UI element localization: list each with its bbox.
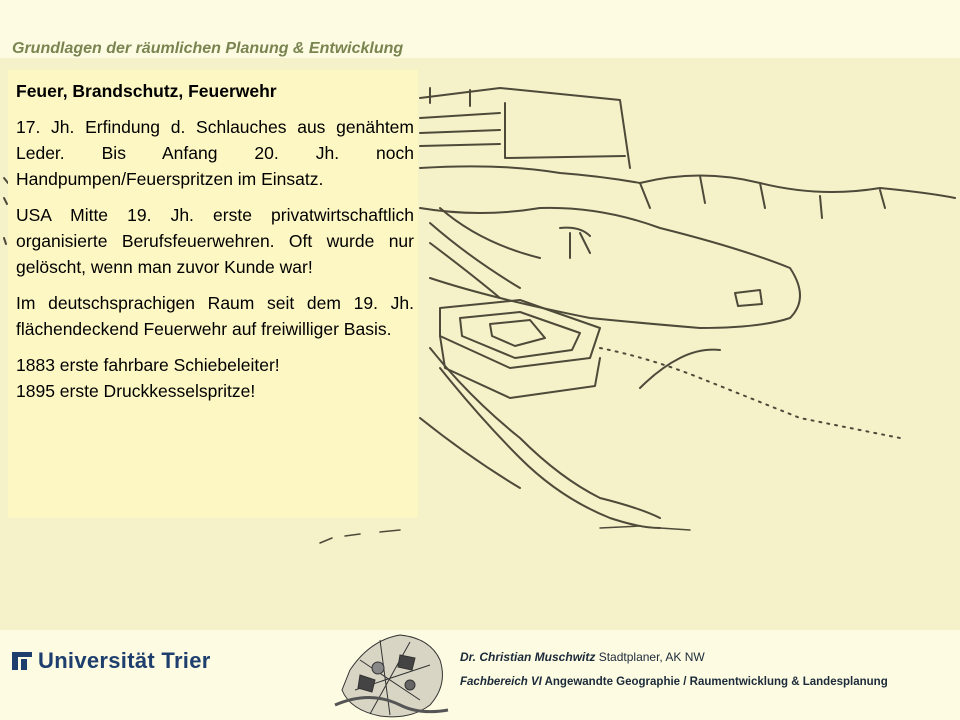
paragraph-usa: USA Mitte 19. Jh. erste privatwirtschaftlich organisierte Berufsfeuerwehren. Oft wurde nur gelöscht, wenn man zuvor Kunde war! — [16, 205, 414, 277]
department-prefix: Fachbereich VI — [460, 676, 542, 688]
university-logo — [12, 644, 211, 678]
paragraph-druckkesselspritze: 1895 erste Druckkesselspritze! — [16, 381, 256, 401]
author-name: Dr. Christian Muschwitz — [460, 650, 596, 664]
city-map-thumbnail — [330, 630, 450, 720]
paragraph-schiebeleiter: 1883 erste fahrbare Schiebeleiter! — [16, 355, 280, 375]
course-title: Grundlagen der räumlichen Planung & Entwicklung — [12, 40, 404, 57]
slide-header — [0, 0, 960, 66]
department-name: Angewandte Geographie / Raumentwicklung & Landesplanung — [544, 676, 888, 688]
department-line — [460, 676, 888, 688]
slide-footer — [0, 630, 960, 720]
paragraph-schlauch: 17. Jh. Erfindung d. Schlauches aus genähtem Leder. Bis Anfang 20. Jh. noch Handpumpen/Feuerspritzen im Einsatz. — [16, 117, 414, 189]
text-panel — [8, 70, 418, 518]
author-line — [460, 650, 705, 664]
paragraph-deutschland: Im deutschsprachigen Raum seit dem 19. Jh. flächendeckend Feuerwehr auf freiwilliger Basis. — [16, 293, 414, 339]
university-name: Universität Trier — [38, 648, 211, 673]
panel-title: Feuer, Brandschutz, Feuerwehr — [16, 81, 277, 101]
university-logo-icon — [12, 650, 32, 672]
author-role: Stadtplaner, AK NW — [598, 650, 705, 664]
